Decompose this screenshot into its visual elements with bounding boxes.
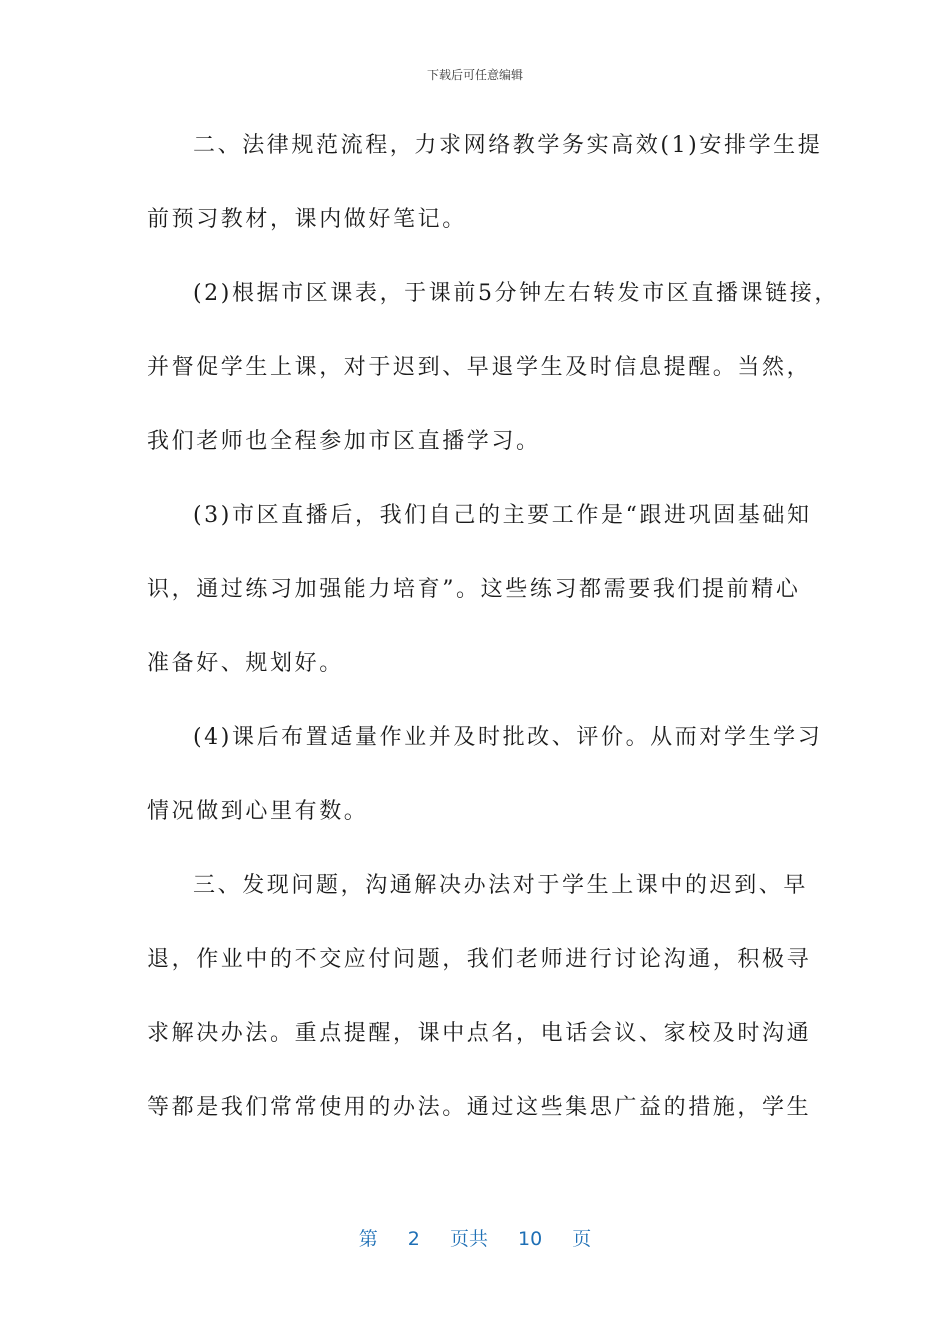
document-body: [147, 118, 839, 1154]
current-page-number: 2: [407, 1228, 420, 1250]
text-line: 退，作业中的不交应付问题，我们老师进行讨论沟通，积极寻: [147, 947, 812, 972]
text-line: 准备好、规划好。: [147, 651, 344, 676]
page-footer: [0, 1224, 950, 1251]
text-line: 二、法律规范流程，力求网络教学务实高效(1)安排学生提: [193, 133, 823, 158]
page-header-note: 下载后可任意编辑: [426, 68, 523, 82]
text-line: 等都是我们常常使用的办法。通过这些集思广益的措施，学生: [147, 1095, 812, 1120]
text-line: 我们老师也全程参加市区直播学习。: [147, 429, 541, 454]
text-line: 前预习教材，课内做好笔记。: [147, 207, 467, 232]
text-line: 三、发现问题，沟通解决办法对于学生上课中的迟到、早: [193, 873, 809, 898]
text-line: 情况做到心里有数。: [147, 799, 369, 824]
footer-suffix: 页: [572, 1228, 592, 1250]
text-line: (3)市区直播后，我们自己的主要工作是“跟进巩固基础知: [193, 503, 812, 528]
text-line: 求解决办法。重点提醒，课中点名，电话会议、家校及时沟通: [147, 1021, 812, 1046]
text-line: 并督促学生上课，对于迟到、早退学生及时信息提醒。当然，: [147, 355, 812, 380]
footer-middle: 页共: [449, 1228, 488, 1250]
text-line: (4)课后布置适量作业并及时批改、评价。从而对学生学习: [193, 725, 823, 750]
text-line: (2)根据市区课表，于课前5分钟左右转发市区直播课链接，: [193, 281, 839, 306]
footer-prefix: 第: [358, 1228, 378, 1250]
total-page-number: 10: [518, 1228, 543, 1250]
text-line: 识，通过练习加强能力培育”。这些练习都需要我们提前精心: [147, 577, 801, 602]
